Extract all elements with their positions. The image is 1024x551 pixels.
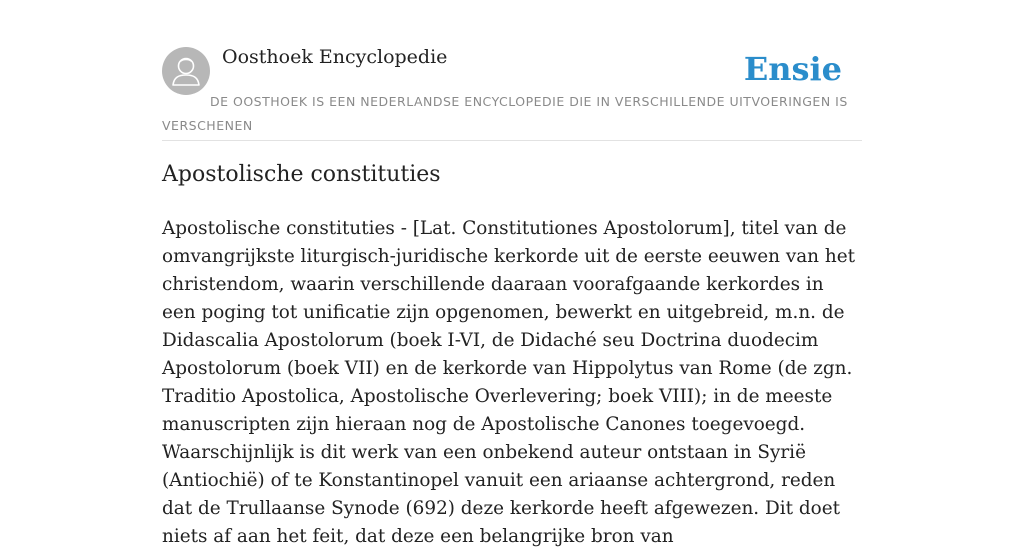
brand-logo[interactable]: Ensie <box>743 50 842 88</box>
avatar[interactable] <box>162 47 210 95</box>
site-tagline: DE OOSTHOEK IS EEN NEDERLANDSE ENCYCLOPEDIE DIE IN VERSCHILLENDE UITVOERINGEN IS VERSCHENEN <box>162 94 848 133</box>
article-title: Apostolische constituties <box>162 162 441 187</box>
article-body: Apostolische constituties - [Lat. Constitutiones Apostolorum], titel van de omvangrijkste liturgisch-juridische kerkorde uit de eerste eeuwen van het christendom, waarin verschillende daaraan voorafgaande kerkordes in een poging tot unificatie zijn opgenomen, bewerkt en uitgebreid, m.n. de Didascalia Apostolorum (boek I-VI, de Didaché seu Doctrina duodecim Apostolorum (boek VII) en de kerkorde van Hippolytus van Rome (de zgn. Traditio Apostolica, Apostolische Overlevering; boek VIII); in de meeste manuscripten zijn hieraan nog de Apostolische Canones toegevoegd. Waarschijnlijk is dit werk van een onbekend auteur ontstaan in Syrië (Antiochië) of te Konstantinopel vanuit een ariaanse achtergrond, reden dat de Trullaanse Synode (692) deze kerkorde heeft afgewezen. Dit doet niets af aan het feit, dat deze een belangrijke bron van <box>162 218 855 547</box>
site-name[interactable]: Oosthoek Encyclopedie <box>222 46 448 68</box>
header <box>162 44 862 141</box>
user-silhouette-icon <box>162 47 210 95</box>
